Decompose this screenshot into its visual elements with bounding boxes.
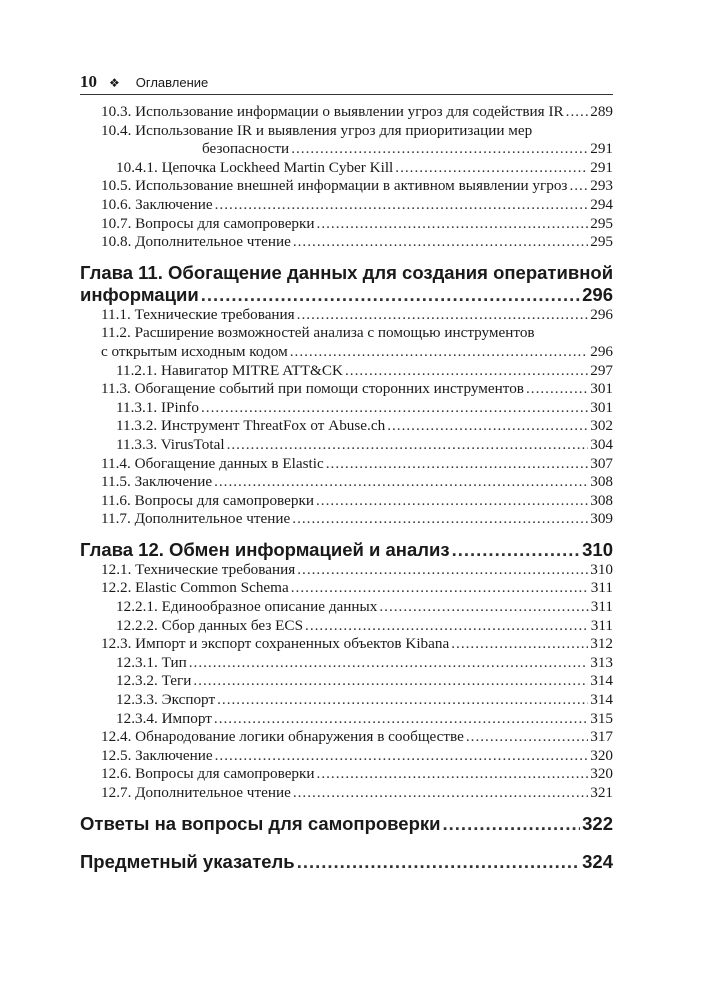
toc-entry[interactable]	[80, 399, 613, 418]
dot-leader	[293, 784, 588, 803]
entry-page: 301	[590, 398, 613, 416]
dot-leader	[293, 233, 588, 252]
toc-entry[interactable]	[80, 455, 613, 474]
dot-leader	[201, 399, 588, 418]
toc-entry[interactable]	[80, 473, 613, 492]
entry-page: 308	[590, 491, 613, 509]
toc-entry[interactable]	[80, 324, 613, 343]
entry-title: 11.4. Обогащение данных в Elastic	[101, 454, 324, 472]
toc-entry[interactable]	[80, 436, 613, 455]
entry-title: 11.3.3. VirusTotal	[116, 435, 225, 453]
entry-page: 311	[590, 579, 613, 597]
toc-entry[interactable]	[80, 654, 613, 673]
chapter-entry[interactable]	[80, 813, 613, 835]
toc-entry[interactable]	[80, 510, 613, 529]
entry-title: 12.2. Elastic Common Schema	[101, 579, 289, 597]
entry-title: 12.1. Технические требования	[101, 560, 296, 578]
entry-title: 12.3.3. Экспорт	[116, 691, 216, 709]
toc-entry[interactable]	[80, 617, 613, 636]
dot-leader	[317, 765, 589, 784]
dot-leader	[395, 159, 588, 178]
toc-entry[interactable]	[80, 635, 613, 654]
dot-leader	[227, 436, 589, 455]
toc-entry[interactable]	[80, 177, 613, 196]
entry-page: 304	[590, 435, 613, 453]
entry-title: 10.4. Использование IR и выявления угроз для приоритизации мер	[101, 121, 533, 139]
toc-entry[interactable]	[80, 380, 613, 399]
dot-leader	[297, 561, 588, 580]
entry-page: 308	[590, 473, 613, 491]
toc-entry[interactable]	[80, 492, 613, 511]
toc-entry[interactable]	[80, 728, 613, 747]
entry-page: 317	[590, 728, 613, 746]
entry-page: 322	[582, 812, 613, 834]
entry-title: 11.3.1. IPinfo	[116, 398, 199, 416]
entry-title: 11.3.2. Инструмент ThreatFox от Abuse.ch	[116, 417, 386, 435]
entry-title: 10.8. Дополнительное чтение	[101, 233, 291, 251]
entry-page: 307	[590, 454, 613, 472]
chapter-entry[interactable]	[80, 284, 613, 306]
spacer	[80, 843, 613, 851]
entry-title: 12.7. Дополнительное чтение	[101, 784, 291, 801]
toc-entry[interactable]	[80, 159, 613, 178]
entry-title: 12.3.1. Тип	[116, 653, 187, 671]
toc-entry[interactable]	[80, 417, 613, 436]
toc-entry[interactable]	[80, 561, 613, 580]
entry-title: 12.3.2. Теги	[116, 672, 192, 690]
entry-page: 296	[590, 342, 613, 360]
entry-page: 289	[590, 103, 613, 120]
entry-title: 12.6. Вопросы для самопроверки	[101, 765, 315, 783]
entry-title: 12.2.2. Сбор данных без ECS	[116, 616, 304, 634]
toc-entry[interactable]	[80, 598, 613, 617]
dot-leader	[451, 635, 588, 654]
dot-leader	[569, 177, 588, 196]
entry-title: 12.2.1. Единообразное описание данных	[116, 598, 378, 616]
dot-leader	[526, 380, 588, 399]
dot-leader	[291, 579, 589, 598]
entry-title: информации	[80, 283, 199, 305]
entry-title: 12.5. Заключение	[101, 746, 213, 764]
dot-leader	[387, 417, 588, 436]
entry-page: 324	[582, 850, 613, 872]
dot-leader	[214, 710, 588, 729]
dot-leader	[290, 343, 589, 362]
entry-title: 10.7. Вопросы для самопроверки	[101, 214, 315, 232]
spacer	[80, 529, 613, 539]
dot-leader	[297, 851, 580, 873]
entry-page: 294	[590, 195, 613, 213]
toc-entry[interactable]	[80, 784, 613, 803]
entry-page: 296	[590, 305, 613, 323]
toc-entry[interactable]	[80, 710, 613, 729]
chapter-entry[interactable]	[80, 539, 613, 561]
chapter-entry[interactable]	[80, 262, 613, 284]
dot-leader	[215, 747, 589, 766]
table-of-contents	[80, 103, 613, 873]
entry-page: 293	[590, 177, 613, 195]
dot-leader	[379, 598, 588, 617]
dot-leader	[215, 196, 589, 215]
dot-leader	[217, 691, 588, 710]
entry-title: 12.3.4. Импорт	[116, 709, 212, 727]
entry-page: 311	[590, 616, 613, 634]
entry-page: 320	[590, 765, 613, 783]
entry-page: 314	[590, 672, 613, 690]
entry-page: 302	[590, 417, 613, 435]
dot-leader	[292, 510, 588, 529]
toc-entry[interactable]	[80, 672, 613, 691]
running-header	[80, 72, 613, 95]
dot-leader	[316, 492, 588, 511]
dot-leader	[201, 284, 580, 306]
toc-entry[interactable]	[80, 122, 613, 141]
toc-entry[interactable]	[80, 306, 613, 325]
entry-page: 314	[590, 691, 613, 709]
entry-page: 295	[590, 214, 613, 232]
entry-title: с открытым исходным кодом	[101, 342, 288, 360]
page-number: 10	[80, 72, 97, 91]
toc-entry[interactable]	[80, 343, 613, 362]
entry-page: 310	[590, 560, 613, 578]
entry-title: 10.4.1. Цепочка Lockheed Martin Cyber Kill	[116, 158, 394, 176]
entry-title: 11.7. Дополнительное чтение	[101, 510, 291, 528]
entry-title: 11.3. Обогащение событий при помощи сторонних инструментов	[101, 380, 524, 398]
toc-entry[interactable]	[80, 691, 613, 710]
toc-entry[interactable]	[80, 362, 613, 381]
ornament-icon: ❖	[109, 76, 120, 90]
entry-page: 301	[590, 380, 613, 398]
entry-title: безопасности	[202, 140, 290, 158]
entry-page: 311	[590, 598, 613, 616]
dot-leader	[452, 539, 581, 561]
dot-leader	[297, 306, 589, 325]
dot-leader	[326, 455, 589, 474]
section-title: Оглавление	[135, 75, 209, 90]
entry-title: 10.3. Использование информации о выявлении угроз для содействия IR	[101, 103, 564, 120]
entry-page: 297	[590, 361, 613, 379]
dot-leader	[443, 813, 581, 835]
entry-title: 10.6. Заключение	[101, 195, 213, 213]
entry-title: Ответы на вопросы для самопроверки	[80, 812, 441, 834]
entry-title: 11.6. Вопросы для самопроверки	[101, 491, 314, 509]
entry-title: 10.5. Использование внешней информации в активном выявлении угроз	[101, 177, 568, 195]
dot-leader	[193, 672, 588, 691]
entry-title: 12.4. Обнародование логики обнаружения в сообществе	[101, 728, 464, 746]
toc-entry[interactable]	[80, 103, 613, 122]
dot-leader	[305, 617, 589, 636]
spacer	[80, 835, 613, 843]
entry-page: 313	[590, 653, 613, 671]
entry-page: 310	[582, 538, 613, 560]
entry-page: 291	[590, 158, 613, 176]
dot-leader	[345, 362, 588, 381]
entry-title: 11.2. Расширение возможностей анализа с помощью инструментов	[101, 324, 535, 342]
dot-leader	[214, 473, 588, 492]
entry-title: Глава 11. Обогащение данных для создания оперативной	[80, 261, 614, 283]
chapter-entry[interactable]	[80, 851, 613, 873]
dot-leader	[566, 103, 589, 122]
toc-entry[interactable]	[80, 140, 613, 159]
entry-title: 11.5. Заключение	[101, 473, 213, 491]
entry-title: Глава 12. Обмен информацией и анализ	[80, 538, 450, 560]
entry-page: 309	[590, 510, 613, 528]
entry-page: 315	[590, 709, 613, 727]
dot-leader	[317, 215, 589, 234]
entry-page: 320	[590, 746, 613, 764]
entry-page: 295	[590, 233, 613, 251]
spacer	[80, 803, 613, 813]
dot-leader	[291, 140, 588, 159]
toc-entry[interactable]	[80, 765, 613, 784]
toc-entry[interactable]	[80, 233, 613, 252]
spacer	[80, 252, 613, 262]
toc-entry[interactable]	[80, 579, 613, 598]
toc-entry[interactable]	[80, 215, 613, 234]
entry-page: 291	[590, 140, 613, 158]
toc-entry[interactable]	[80, 747, 613, 766]
dot-leader	[466, 728, 588, 747]
entry-title: 11.2.1. Навигатор MITRE ATT&CK	[116, 361, 343, 379]
entry-title: Предметный указатель	[80, 850, 295, 872]
entry-page: 312	[590, 635, 613, 653]
dot-leader	[189, 654, 589, 673]
entry-title: 12.3. Импорт и экспорт сохраненных объектов Kibana	[101, 635, 450, 653]
entry-title: 11.1. Технические требования	[101, 305, 295, 323]
entry-page: 296	[582, 283, 613, 305]
toc-entry[interactable]	[80, 196, 613, 215]
entry-page: 321	[590, 784, 613, 801]
